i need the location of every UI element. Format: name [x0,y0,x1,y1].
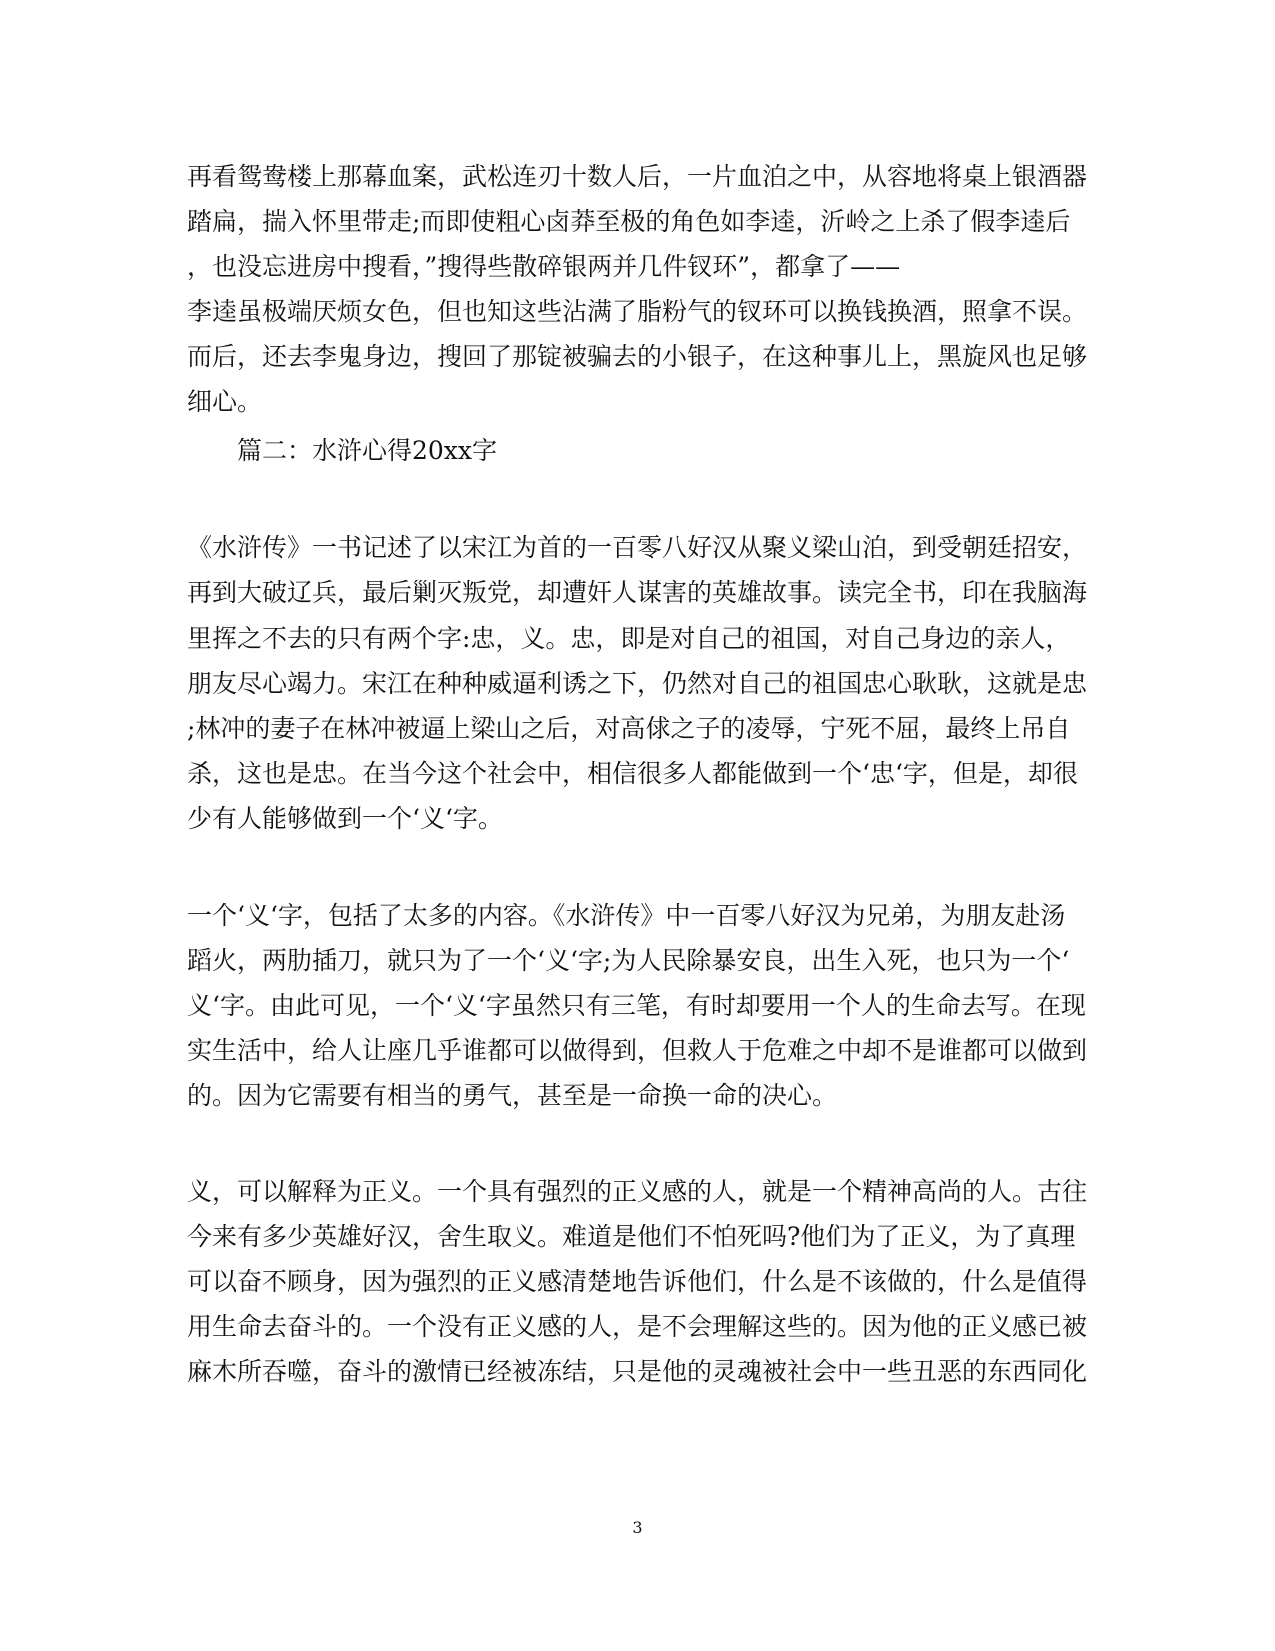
text-line: 杀，这也是忠。在当今这个社会中，相信很多人都能做到一个‘忠‘字，但是，却很 [187,759,1078,788]
text-line: 用生命去奋斗的。一个没有正义感的人，是不会理解这些的。因为他的正义感已被 [187,1312,1088,1341]
text-line: 义，可以解释为正义。一个具有强烈的正义感的人，就是一个精神高尚的人。古往 [187,1177,1088,1206]
text-line: 蹈火，两肋插刀，就只为了一个‘义‘字;为人民除暴安良，出生入死，也只为一个‘ [187,946,1070,975]
text-line: 少有人能够做到一个‘义‘字。 [187,804,503,833]
text-line: 义‘字。由此可见，一个‘义‘字虽然只有三笔，有时却要用一个人的生命去写。在现 [187,991,1086,1020]
text-line: 可以奋不顾身，因为强烈的正义感清楚地告诉他们，什么是不该做的，什么是值得 [187,1267,1088,1296]
text-line: ，也没忘进房中搜看，”搜得些散碎银两并几件钗环”，都拿了—— [187,252,901,281]
text-line: 而后，还去李鬼身边，搜回了那锭被骗去的小银子，在这种事儿上，黑旋风也足够 [187,342,1088,371]
text-line: 细心。 [187,387,263,416]
section-heading: 篇二：水浒心得20xx字 [237,436,498,465]
text-line: 的。因为它需要有相当的勇气，甚至是一命换一命的决心。 [187,1081,838,1110]
text-line: 朋友尽心竭力。宋江在种种威逼利诱之下，仍然对自己的祖国忠心耿耿，这就是忠 [187,669,1088,698]
text-line: 里挥之不去的只有两个字:忠，义。忠，即是对自己的祖国，对自己身边的亲人， [187,624,1071,653]
text-line: 《水浒传》一书记述了以宋江为首的一百零八好汉从聚义梁山泊，到受朝廷招安， [187,533,1088,562]
text-line: 再到大破辽兵，最后剿灭叛党，却遭奸人谋害的英雄故事。读完全书，印在我脑海 [187,578,1088,607]
text-line: 踏扁，揣入怀里带走;而即使粗心卤莽至极的角色如李逵，沂岭之上杀了假李逵后 [187,207,1071,236]
text-line: ;林冲的妻子在林冲被逼上梁山之后，对高俅之子的凌辱，宁死不屈，最终上吊自 [187,714,1071,743]
text-line: 实生活中，给人让座几乎谁都可以做得到，但救人于危难之中却不是谁都可以做到 [187,1036,1088,1065]
page-number: 3 [632,1518,643,1537]
text-line: 一个‘义‘字，包括了太多的内容。《水浒传》中一百零八好汉为兄弟，为朋友赴汤 [187,901,1066,930]
text-line: 李逵虽极端厌烦女色，但也知这些沾满了脂粉气的钗环可以换钱换酒，照拿不误。 [187,297,1088,326]
text-line: 麻木所吞噬，奋斗的激情已经被冻结，只是他的灵魂被社会中一些丑恶的东西同化 [187,1357,1088,1386]
text-line: 今来有多少英雄好汉，舍生取义。难道是他们不怕死吗?他们为了正义，为了真理 [187,1222,1076,1251]
text-line: 再看鸳鸯楼上那幕血案，武松连刃十数人后，一片血泊之中，从容地将桌上银酒器 [187,162,1088,191]
